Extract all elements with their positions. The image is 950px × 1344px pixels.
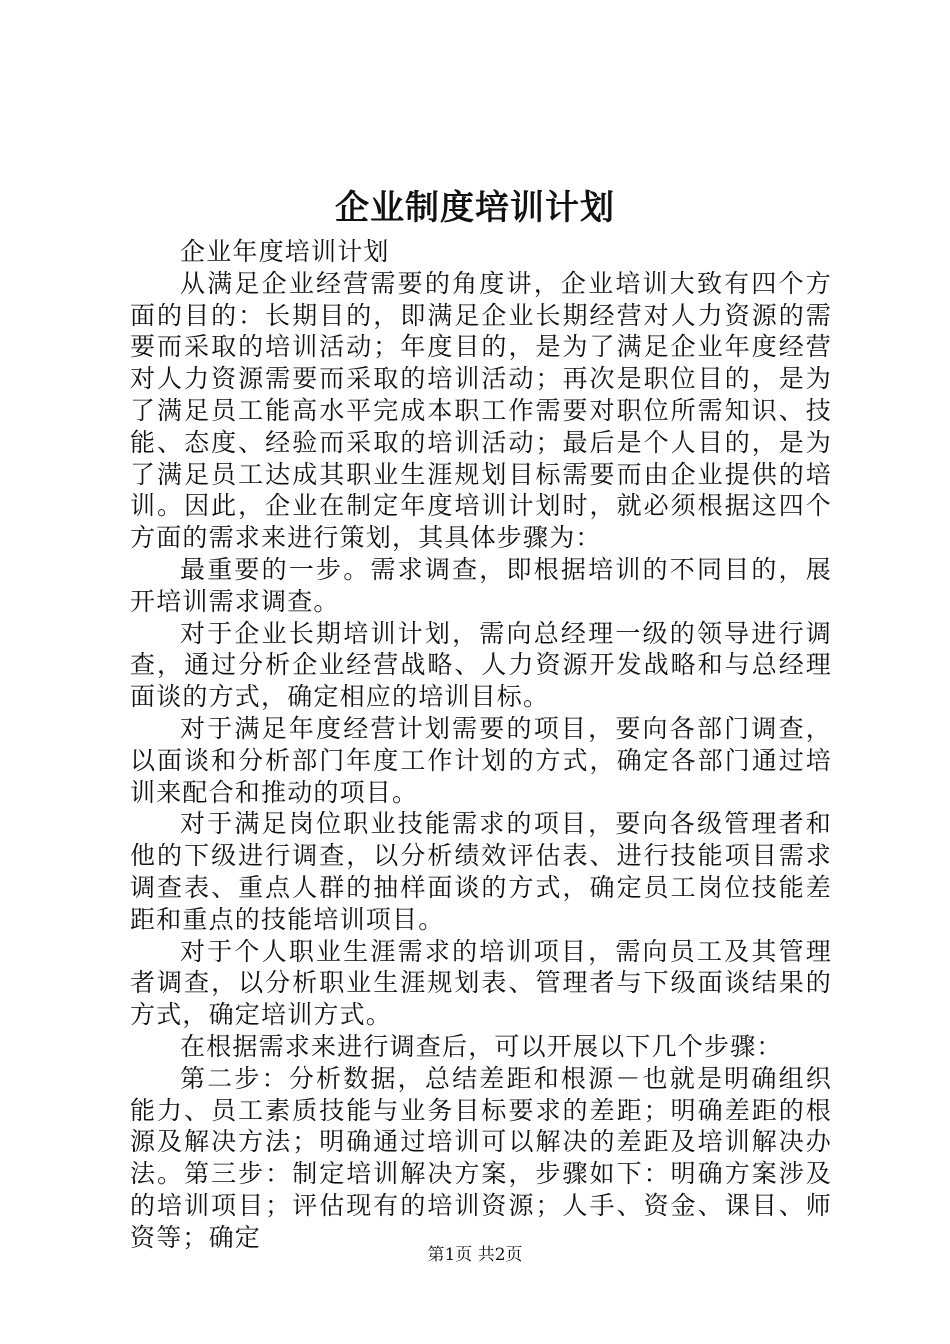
page-footer: 第1页 共2页 bbox=[427, 1245, 523, 1265]
paragraph: 第二步：分析数据，总结差距和根源－也就是明确组织能力、员工素质技能与业务目标要求的差距；明确差距的根源及解决方法；明确通过培训可以解决的差距及培训解决办法。第三步：制定培训解决方案，步骤如下：明确方案涉及的培训项目；评估现有的培训资源；人手、资金、课目、师资等；确定 bbox=[130, 1063, 832, 1252]
paragraph: 对于个人职业生涯需求的培训项目，需向员工及其管理者调查，以分析职业生涯规划表、管理者与下级面谈结果的方式，确定培训方式。 bbox=[130, 936, 832, 1030]
paragraph: 从满足企业经营需要的角度讲，企业培训大致有四个方面的目的：长期目的，即满足企业长期经营对人力资源的需要而采取的培训活动；年度目的，是为了满足企业年度经营对人力资源需要而采取的培训活动；再次是职位目的，是为了满足员工能高水平完成本职工作需要对职位所需知识、技能、态度、经验而采取的培训活动；最后是个人目的，是为了满足员工达成其职业生涯规划目标需要而由企业提供的培训。因此，企业在制定年度培训计划时，就必须根据这四个方面的需求来进行策划，其具体步骤为： bbox=[130, 268, 832, 553]
document-title: 企业制度培训计划 bbox=[335, 188, 615, 228]
paragraph: 对于满足岗位职业技能需求的项目，要向各级管理者和他的下级进行调查，以分析绩效评估表、进行技能项目需求调查表、重点人群的抽样面谈的方式，确定员工岗位技能差距和重点的技能培训项目。 bbox=[130, 809, 832, 934]
document-body bbox=[130, 236, 832, 1254]
paragraph: 最重要的一步。需求调查，即根据培训的不同目的，展开培训需求调查。 bbox=[130, 554, 832, 616]
paragraph: 对于满足年度经营计划需要的项目，要向各部门调查，以面谈和分析部门年度工作计划的方式，确定各部门通过培训来配合和推动的项目。 bbox=[130, 713, 832, 807]
paragraph: 企业年度培训计划 bbox=[180, 237, 390, 266]
paragraph: 对于企业长期培训计划，需向总经理一级的领导进行调查，通过分析企业经营战略、人力资源开发战略和与总经理面谈的方式，确定相应的培训目标。 bbox=[130, 618, 832, 712]
paragraph: 在根据需求来进行调查后，可以开展以下几个步骤： bbox=[180, 1031, 783, 1061]
